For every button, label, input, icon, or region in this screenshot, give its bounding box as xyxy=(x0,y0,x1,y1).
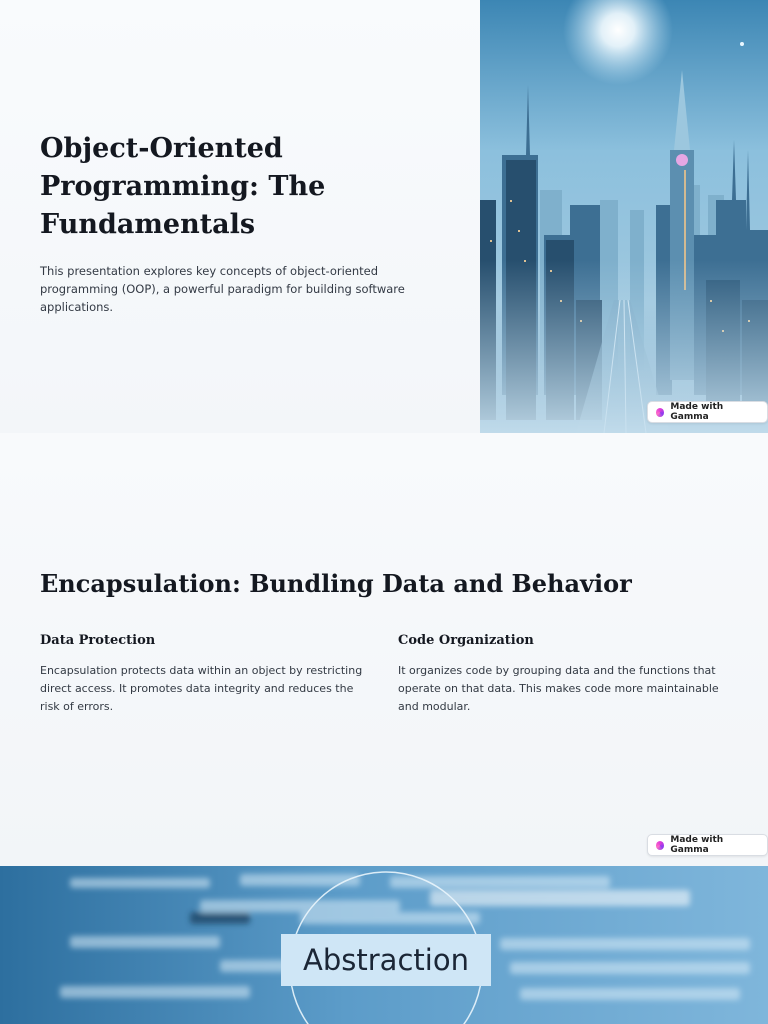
encapsulation-slide xyxy=(0,433,768,866)
column-text: Encapsulation protects data within an object by restricting direct access. It promotes data integrity and reduces the risk of errors. xyxy=(40,664,363,713)
slide-description: This presentation explores key concepts of object-oriented programming (OOP), a powerful paradigm for building software applications. xyxy=(40,264,405,314)
column-data-protection xyxy=(40,633,370,716)
slide-heading: Encapsulation: Bundling Data and Behavior xyxy=(40,569,632,598)
gamma-logo-icon xyxy=(656,841,664,850)
column-code-organization xyxy=(398,633,728,716)
made-with-gamma-badge[interactable] xyxy=(647,401,768,423)
slide-title: Abstraction xyxy=(281,934,491,986)
column-text: It organizes code by grouping data and the functions that operate on that data. This makes code more maintainable and modular. xyxy=(398,664,719,713)
column-title: Data Protection xyxy=(40,633,156,648)
badge-label: Made with Gamma xyxy=(670,835,724,855)
column-title: Code Organization xyxy=(398,633,534,648)
slide-title: Object-Oriented Programming: The Fundamentals xyxy=(40,133,326,240)
abstraction-slide xyxy=(0,866,768,1024)
city-skyline-image xyxy=(480,0,768,433)
title-slide xyxy=(0,0,768,433)
badge-label: Made with Gamma xyxy=(670,402,724,422)
made-with-gamma-badge[interactable] xyxy=(647,834,768,856)
gamma-logo-icon xyxy=(656,408,664,417)
